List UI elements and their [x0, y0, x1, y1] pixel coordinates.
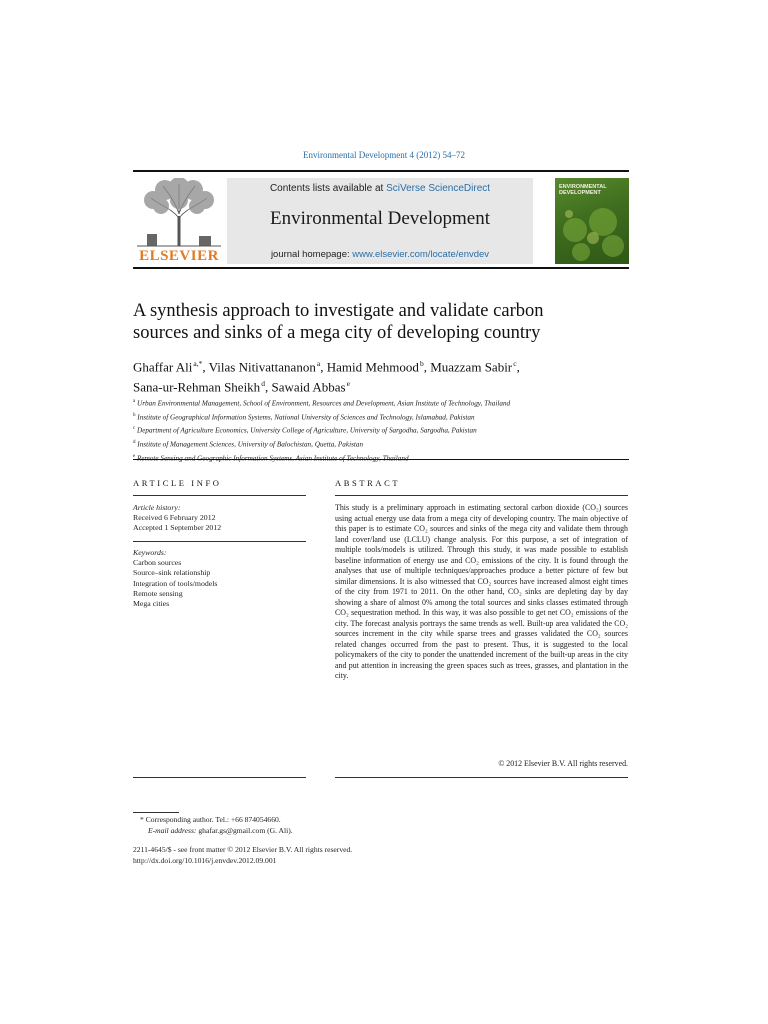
affiliation-item: [133, 451, 633, 465]
author-list: Ghaffar Ali $^{a,*}$, Vilas Nitivattananon $^a$, Hamid Mehmood $^b$, Muazzam Sabir $^c$, Sana-ur-Rehman Sheikh $^d$, Sawaid Abbas $^e$: [133, 359, 520, 395]
journal-title: Environmental Development: [269, 208, 491, 229]
keyword-item: Mega cities: [133, 599, 170, 609]
author-affiliation-mark[interactable]: c: [513, 359, 517, 368]
elsevier-tree-icon: [133, 178, 225, 248]
affiliation-mark: c: [133, 426, 136, 432]
journal-cover-image[interactable]: [555, 178, 629, 264]
cover-title-line1: ENVIRONMENTAL: [559, 184, 607, 190]
affiliation-item: [133, 410, 633, 424]
contents-line: [227, 183, 533, 194]
abstract-text: This study is a preliminary approach in estimating sectoral carbon dioxide (CO₂) sources using actual energy use data from a mega city of developing country. The main objective of this paper is to estimate CO₂ sources and sinks of the mega city and validate them through land cover/land use (LCLU) change analysis. For this purpose, a set of integration of multiple tools/models is utilized. Through this study, it was made possible to establish baseline information of energy use and CO₂ emissions of the city. It is found through the analyses that use of multiple techniques/approaches produce a better picture of few but similar dimensions. It is also witnessed that CO₂ sources have increased almost eight times of the city from 1971 to 2011. On the other hand, CO₂ sinks are depleting day by day showing a share of almost 0% among the total sources and sinks classes estimated through CO₂ sequestration method. In this way, it was also possible to get net CO₂ emissions of the city. The forecast analysis portrays the same trends as well. Built-up area validated the CO₂ sources increment in the city while sparse trees and grasses validated the CO₂ sources related changes occurred from the past to present. Thus, it is suggested to the local policymakers of the city to ponder the unattended increment of the built-up areas in the city and put attention in increasing the green spaces such as trees, grasses, and plantation in the city.: [335, 503, 628, 680]
front-matter-note: 2211-4645/$ - see front matter © 2012 Elsevier B.V. All rights reserved.: [133, 845, 353, 854]
article-info-bottom-rule: [133, 777, 306, 778]
author-name[interactable]: Ghaffar Ali: [133, 359, 193, 375]
homepage-line: [227, 249, 533, 260]
keywords-label: Keywords:: [133, 548, 167, 557]
elsevier-logo[interactable]: [133, 178, 225, 264]
author-name[interactable]: Muazzam Sabir: [430, 359, 513, 375]
article-info-rule: [133, 495, 306, 496]
author-name[interactable]: Hamid Mehmood: [326, 359, 419, 375]
keyword-item: Carbon sources: [133, 558, 182, 568]
cover-art-icon: [555, 178, 629, 264]
author-name[interactable]: Sawaid Abbas: [271, 379, 346, 395]
author-name[interactable]: Sana-ur-Rehman Sheikh: [133, 379, 261, 395]
paper-title: [133, 300, 633, 344]
accepted-date: Accepted 1 September 2012: [133, 523, 222, 533]
copyright-notice: © 2012 Elsevier B.V. All rights reserved.: [498, 759, 628, 768]
author-affiliation-mark[interactable]: d: [261, 379, 266, 389]
abstract-rule: [335, 495, 628, 496]
affiliation-mark: d: [133, 440, 136, 446]
affiliation-item: [133, 423, 633, 437]
journal-homepage-link[interactable]: www.elsevier.com/locate/envdev: [352, 249, 490, 260]
journal-masthead: [133, 178, 629, 264]
keyword-item: Source–sink relationship: [133, 568, 211, 578]
abstract-bottom-rule: [335, 777, 628, 778]
article-info-heading: ARTICLE INFO: [133, 478, 222, 488]
contents-prefix: Contents lists available at: [269, 183, 387, 194]
author-affiliation-mark[interactable]: e: [346, 379, 350, 389]
email-note: [140, 826, 540, 836]
affiliation-text: Institute of Geographical Information Systems, National University of Sciences and Technology, Islamabad, Pakistan: [137, 413, 475, 422]
author-name[interactable]: Vilas Nitivattananon: [208, 359, 316, 375]
keywords-block: [133, 548, 308, 609]
header-bottom-rule: [133, 267, 629, 269]
author-affiliation-mark[interactable]: b: [419, 359, 424, 368]
journal-reference-link[interactable]: Environmental Development 4 (2012) 54–72: [303, 150, 465, 160]
affiliation-mark: e: [133, 453, 136, 459]
keyword-item: Integration of tools/models: [133, 578, 218, 588]
affiliation-item: [133, 396, 633, 410]
paper-title-line2: sources and sinks of a mega city of developing country: [133, 323, 541, 343]
affiliation-text: Department of Agriculture Economics, University College of Agriculture, University of Sargodha, Sargodha, Pakistan: [137, 426, 477, 435]
sciencedirect-link[interactable]: SciVerse ScienceDirect: [386, 183, 491, 194]
received-date: Received 6 February 2012: [133, 513, 216, 523]
affiliation-mark: b: [133, 412, 136, 418]
email-label: E-mail address:: [148, 826, 197, 835]
affiliation-text: Institute of Management Sciences, University of Balochistan, Quetta, Pakistan: [137, 440, 364, 449]
email-link[interactable]: ghafar.gs@gmail.com (G. Ali).: [198, 826, 293, 835]
affiliation-list: [133, 396, 633, 464]
journal-banner: [227, 178, 533, 264]
article-history: [133, 503, 308, 534]
history-label: Article history:: [133, 503, 181, 512]
affiliation-item: [133, 437, 633, 451]
paper-title-line1: A synthesis approach to investigate and validate carbon: [133, 301, 544, 321]
author-affiliation-mark[interactable]: a,*: [193, 359, 203, 368]
cover-title-line2: DEVELOPMENT: [559, 190, 601, 197]
affiliation-mark: a: [133, 399, 136, 404]
header-top-rule: [133, 170, 629, 172]
keyword-item: Remote sensing: [133, 588, 183, 598]
history-rule: [133, 541, 306, 542]
homepage-prefix: journal homepage:: [270, 249, 353, 260]
section-separator: [133, 459, 629, 460]
publisher-wordmark: ELSEVIER: [139, 248, 219, 264]
doi-link[interactable]: http://dx.doi.org/10.1016/j.envdev.2012.09.001: [133, 856, 277, 865]
footnote-rule: [133, 812, 179, 813]
author-affiliation-mark[interactable]: a: [316, 359, 321, 368]
affiliation-text: Urban Environmental Management, School of Environment, Resources and Development, Asian Institute of Technology, Thailand: [137, 399, 511, 408]
corresponding-author-note: * Corresponding author. Tel.: +66 874054660.: [140, 815, 281, 824]
abstract-heading: ABSTRACT: [335, 478, 401, 488]
